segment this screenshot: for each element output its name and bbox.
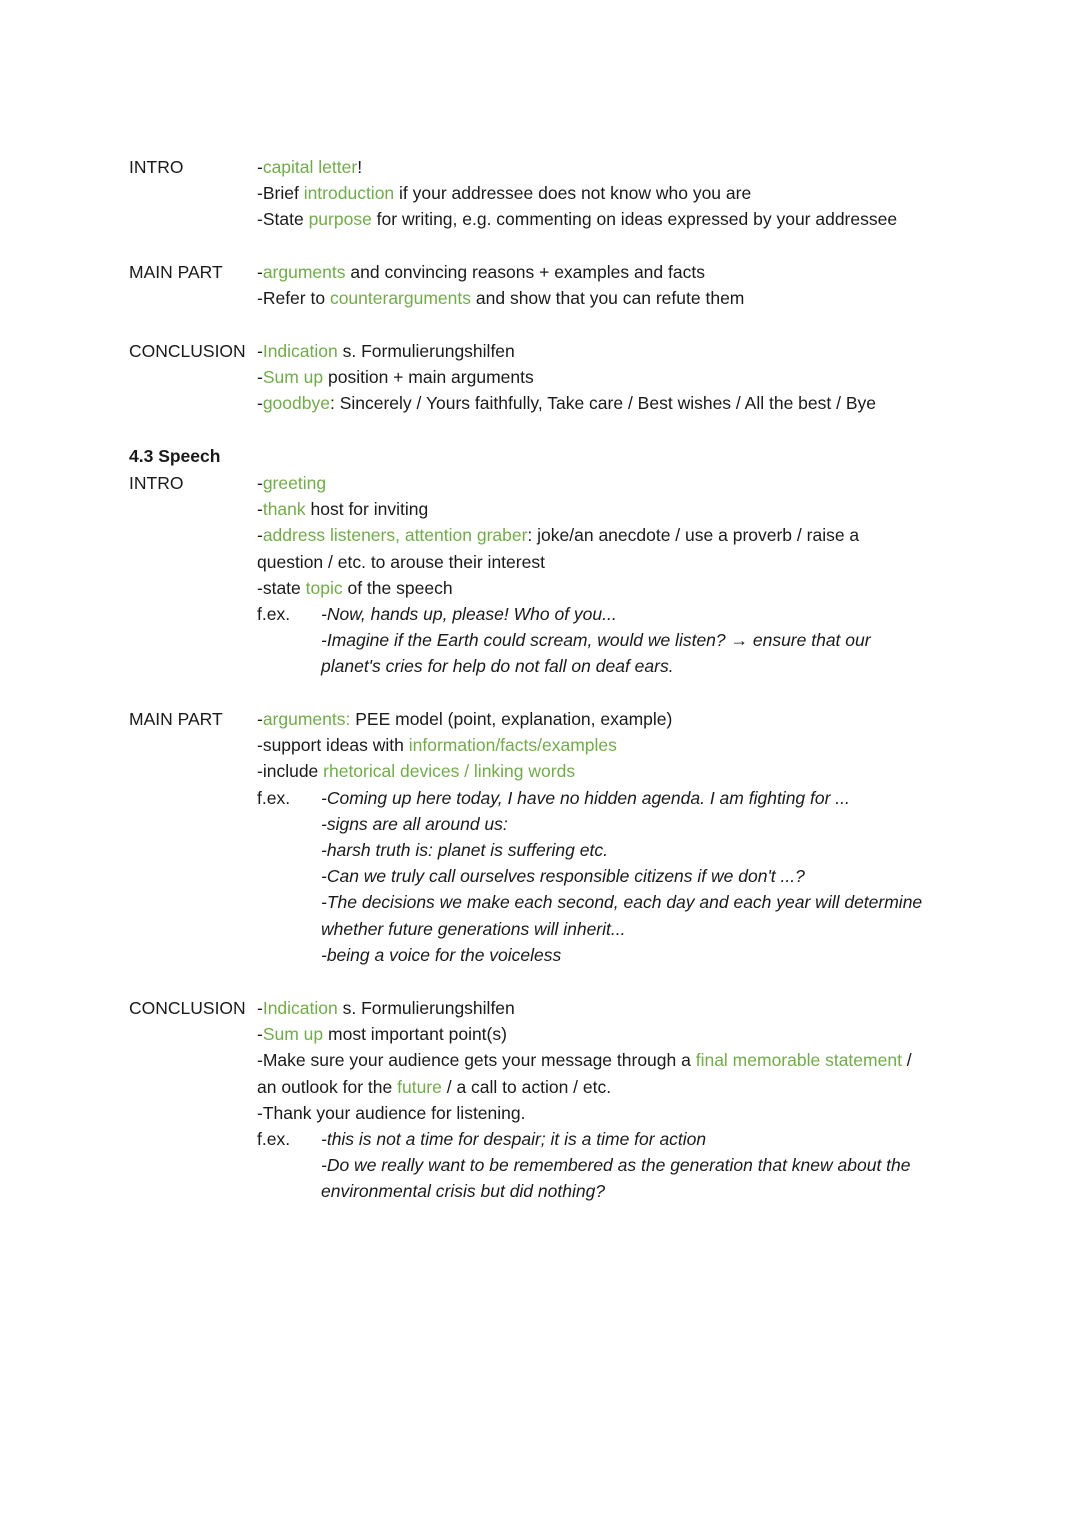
- example-line: -Can we truly call ourselves responsible citizens if we don't ...?: [321, 866, 805, 887]
- example-label: f.ex.: [257, 787, 291, 808]
- keyword: capital letter: [262, 157, 358, 177]
- example-label: f.ex.: [257, 1129, 291, 1150]
- keyword: purpose: [308, 209, 372, 230]
- speech-label-conclusion: CONCLUSION: [129, 998, 246, 1018]
- note-line: -address listeners, attention graber: joke/an anecdote / use a proverb / raise a: [257, 525, 860, 546]
- note-line: -state topic of the speech: [257, 577, 453, 598]
- note-line: -State purpose for writing, e.g. commenting on ideas expressed by your addressee: [257, 209, 898, 230]
- keyword: arguments: [262, 262, 346, 282]
- speech-label-main-part: MAIN PART: [129, 709, 223, 729]
- example-line: environmental crisis but did nothing?: [321, 1181, 606, 1202]
- example-lines: [321, 601, 977, 680]
- section-label-intro: INTRO: [129, 157, 184, 177]
- conclusion-notes: [257, 338, 977, 417]
- keyword: greeting: [262, 473, 327, 493]
- keyword: counterarguments: [329, 288, 472, 309]
- keyword: future: [397, 1076, 442, 1097]
- note-line: question / etc. to arouse their interest: [257, 551, 545, 572]
- note-line: -arguments: PEE model (point, explanation, example): [257, 709, 673, 729]
- note-line: -Sum up most important point(s): [257, 1024, 507, 1045]
- note-line: -Thank your audience for listening.: [257, 1102, 526, 1123]
- example-line: whether future generations will inherit...: [321, 918, 626, 939]
- example-line: -Coming up here today, I have no hidden agenda. I am fighting for ...: [321, 787, 850, 808]
- note-line: -arguments and convincing reasons + examples and facts: [257, 262, 705, 282]
- note-line: an outlook for the future / a call to action / etc.: [257, 1076, 612, 1097]
- note-line: -thank host for inviting: [257, 499, 429, 520]
- example-lines: [321, 785, 977, 968]
- example-line: -harsh truth is: planet is suffering etc.: [321, 840, 608, 861]
- keyword: Indication: [262, 998, 338, 1018]
- speech-label-intro: INTRO: [129, 473, 184, 493]
- keyword: arguments:: [262, 709, 351, 729]
- intro-notes: [257, 154, 977, 233]
- note-line: -greeting: [257, 473, 327, 493]
- keyword: introduction: [303, 183, 395, 204]
- keyword: thank: [262, 499, 306, 520]
- note-line: -Indication s. Formulierungshilfen: [257, 341, 515, 361]
- speech-conclusion-notes: [257, 995, 977, 1205]
- example-line: -being a voice for the voiceless: [321, 944, 562, 965]
- example-line: -Now, hands up, please! Who of you...: [321, 604, 617, 625]
- keyword: information/facts/examples: [408, 735, 617, 756]
- example-label: f.ex.: [257, 604, 291, 625]
- example-line: -The decisions we make each second, each day and each year will determine: [321, 892, 923, 913]
- section-heading-speech: 4.3 Speech: [129, 446, 221, 466]
- keyword: Indication: [262, 341, 338, 361]
- section-label-main-part: MAIN PART: [129, 262, 223, 282]
- note-line: -Refer to counterarguments and show that you can refute them: [257, 288, 745, 309]
- example-block: [257, 601, 977, 680]
- keyword: final memorable statement: [695, 1050, 902, 1071]
- main-part-notes: [257, 259, 977, 311]
- section-label-conclusion: CONCLUSION: [129, 341, 246, 361]
- example-lines: [321, 1126, 977, 1205]
- note-line: -include rhetorical devices / linking words: [257, 761, 576, 782]
- keyword: Sum up: [262, 367, 324, 388]
- note-line: -Sum up position + main arguments: [257, 367, 534, 388]
- keyword: topic: [305, 577, 343, 598]
- example-line: -Imagine if the Earth could scream, would we listen? → ensure that our: [321, 630, 871, 651]
- note-line: -Brief introduction if your addressee does not know who you are: [257, 183, 752, 204]
- speech-main-part-notes: [257, 706, 977, 968]
- keyword: Sum up: [262, 1024, 324, 1045]
- note-line: -Indication s. Formulierungshilfen: [257, 998, 515, 1018]
- example-line: planet's cries for help do not fall on deaf ears.: [321, 656, 674, 677]
- note-line: -Make sure your audience gets your message through a final memorable statement /: [257, 1050, 912, 1071]
- example-line: -signs are all around us:: [321, 813, 508, 834]
- example-line: -this is not a time for despair; it is a time for action: [321, 1129, 707, 1150]
- note-line: -goodbye: Sincerely / Yours faithfully, Take care / Best wishes / All the best / Bye: [257, 393, 876, 414]
- note-line: -capital letter!: [257, 157, 363, 177]
- example-line: -Do we really want to be remembered as the generation that knew about the: [321, 1155, 911, 1176]
- example-block: [257, 1126, 977, 1205]
- keyword: rhetorical devices / linking words: [323, 761, 576, 782]
- keyword: goodbye: [262, 393, 330, 414]
- keyword: address listeners, attention graber: [262, 525, 528, 546]
- example-block: [257, 785, 977, 968]
- note-line: -support ideas with information/facts/examples: [257, 735, 617, 756]
- speech-intro-notes: [257, 470, 977, 680]
